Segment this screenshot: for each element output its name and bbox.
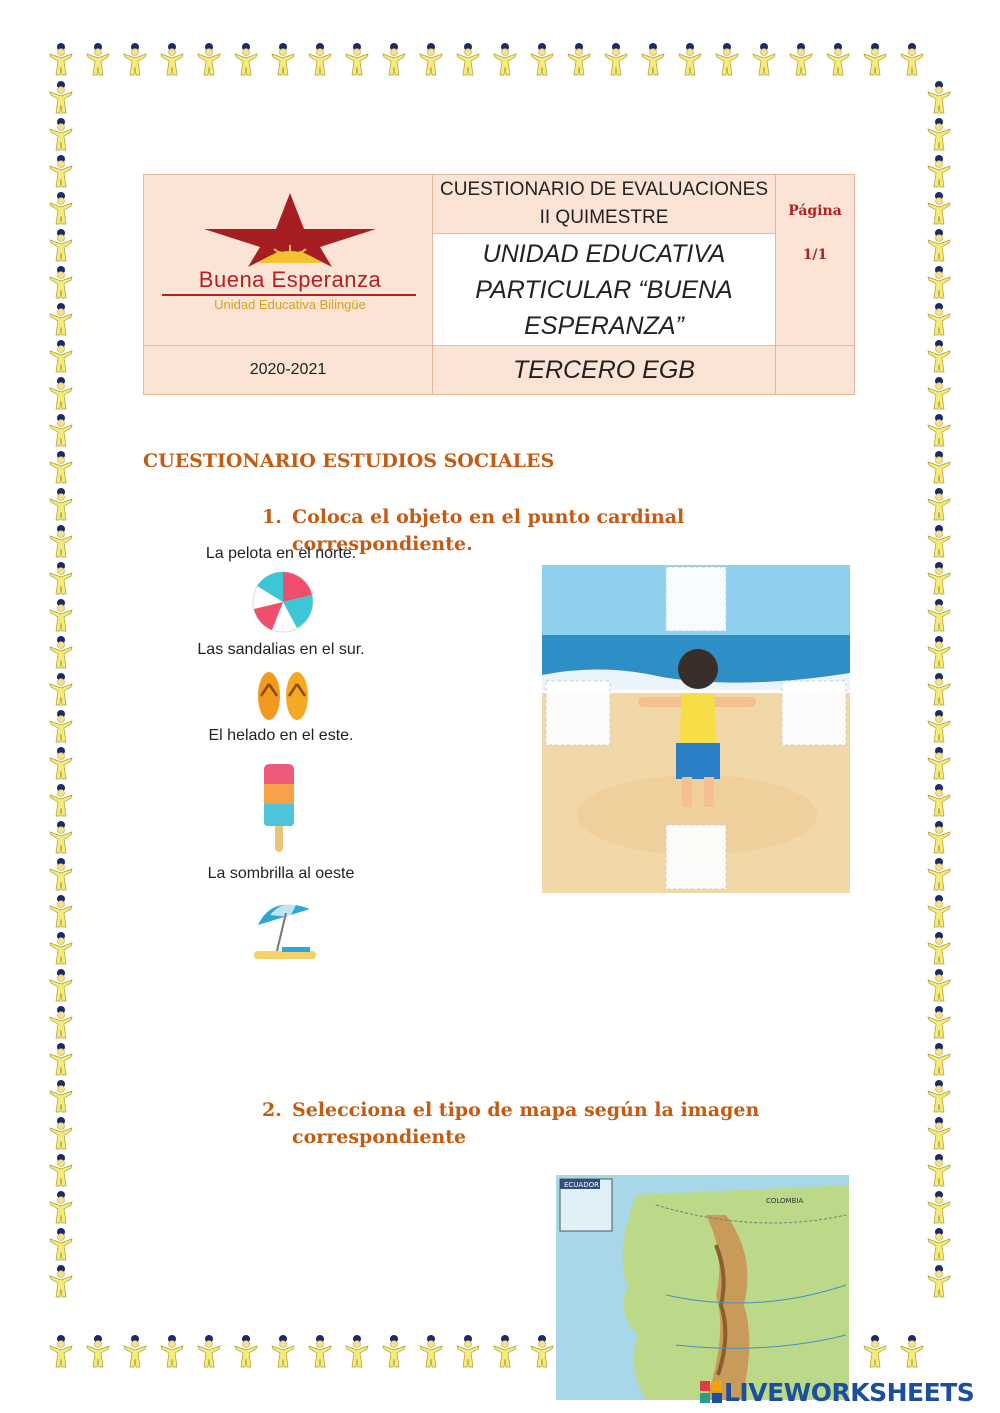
border-figure-icon (266, 1334, 300, 1370)
border-figure-icon (673, 42, 707, 78)
border-figure-icon (44, 487, 78, 523)
border-figure-icon (784, 42, 818, 78)
border-figure-icon (922, 709, 956, 745)
beach-scene-image (542, 565, 850, 893)
school-name-line3: ESPERANZA” (524, 311, 684, 340)
east-drop-zone[interactable] (782, 681, 846, 745)
border-figure-icon (44, 894, 78, 930)
border-figure-icon (710, 42, 744, 78)
border-figure-icon (922, 561, 956, 597)
question-2-heading (262, 1097, 842, 1151)
border-figure-icon (155, 42, 189, 78)
border-figure-icon (922, 302, 956, 338)
border-figure-icon (192, 42, 226, 78)
border-figure-icon (922, 376, 956, 412)
border-figure-icon (44, 931, 78, 967)
school-logo-name: Buena Esperanza (198, 267, 382, 292)
border-figure-icon (44, 117, 78, 153)
border-figure-icon (44, 1042, 78, 1078)
border-figure-icon (922, 968, 956, 1004)
question-2-line1: Selecciona el tipo de mapa según la imagen (292, 1099, 760, 1121)
border-figure-icon (81, 42, 115, 78)
border-figure-icon (81, 1334, 115, 1370)
school-name-line1: UNIDAD EDUCATIVA (482, 239, 726, 268)
border-figure-icon (44, 450, 78, 486)
border-figure-icon (44, 413, 78, 449)
border-figure-icon (922, 635, 956, 671)
border-figure-icon (562, 42, 596, 78)
border-figure-icon (229, 1334, 263, 1370)
border-figure-icon (44, 561, 78, 597)
border-figure-icon (451, 1334, 485, 1370)
border-figure-icon (922, 598, 956, 634)
logo-divider (162, 294, 416, 296)
worksheet-header-table (143, 174, 855, 395)
border-figure-icon (266, 42, 300, 78)
border-figure-icon (488, 1334, 522, 1370)
border-figure-icon (525, 42, 559, 78)
border-figure-icon (922, 265, 956, 301)
popsicle-icon[interactable] (262, 764, 296, 854)
liveworksheets-logo-icon (700, 1381, 722, 1403)
border-figure-icon (44, 1264, 78, 1300)
border-figure-icon (414, 42, 448, 78)
section-title: CUESTIONARIO ESTUDIOS SOCIALES (143, 450, 555, 472)
questionnaire-title-line2: II QUIMESTRE (539, 207, 669, 228)
border-figure-icon (192, 1334, 226, 1370)
west-drop-zone[interactable] (546, 681, 610, 745)
border-figure-icon (118, 42, 152, 78)
border-figure-icon (922, 228, 956, 264)
school-logo (144, 175, 433, 346)
border-figure-icon (922, 1264, 956, 1300)
border-figure-icon (922, 80, 956, 116)
border-figure-icon (922, 1116, 956, 1152)
flip-flops-icon[interactable] (256, 670, 310, 722)
border-figure-icon (377, 42, 411, 78)
border-figure-icon (821, 42, 855, 78)
border-figure-icon (44, 376, 78, 412)
border-figure-icon (922, 339, 956, 375)
border-figure-icon (922, 450, 956, 486)
border-figure-icon (44, 524, 78, 560)
border-figure-icon (340, 1334, 374, 1370)
border-figure-icon (858, 42, 892, 78)
question-2-line2: correspondiente (292, 1126, 467, 1148)
border-figure-icon (922, 672, 956, 708)
south-drop-zone[interactable] (666, 825, 726, 889)
item-label-popsicle: El helado en el este. (208, 727, 354, 744)
border-figure-icon (303, 1334, 337, 1370)
beach-ball-icon[interactable] (252, 571, 314, 633)
border-figure-icon (451, 42, 485, 78)
border-figure-icon (44, 783, 78, 819)
border-figure-icon (118, 1334, 152, 1370)
border-figure-icon (922, 413, 956, 449)
border-figure-icon (922, 1190, 956, 1226)
map-neighbor-label: COLOMBIA (766, 1197, 804, 1205)
liveworksheets-brand (700, 1378, 974, 1407)
border-figure-icon (922, 524, 956, 560)
border-figure-icon (44, 1079, 78, 1115)
border-figure-icon (44, 302, 78, 338)
empty-cell (776, 346, 855, 395)
border-figure-icon (377, 1334, 411, 1370)
border-figure-icon (747, 42, 781, 78)
border-figure-icon (44, 820, 78, 856)
border-figure-icon (155, 1334, 189, 1370)
border-figure-icon (922, 191, 956, 227)
question-1-line2: correspondiente. (292, 533, 473, 555)
border-figure-icon (922, 1153, 956, 1189)
border-figure-icon (44, 42, 78, 78)
liveworksheets-brand-text: LIVEWORKSHEETS (724, 1378, 975, 1407)
border-figure-icon (922, 1042, 956, 1078)
border-figure-icon (44, 857, 78, 893)
border-figure-icon (895, 1334, 929, 1370)
item-label-umbrella: La sombrilla al oeste (207, 865, 355, 882)
border-figure-icon (525, 1334, 559, 1370)
border-figure-icon (44, 265, 78, 301)
border-figure-icon (44, 1005, 78, 1041)
border-figure-icon (414, 1334, 448, 1370)
page-number: 1/1 (802, 247, 828, 263)
border-figure-icon (44, 598, 78, 634)
border-figure-icon (858, 1334, 892, 1370)
questionnaire-title-line1: CUESTIONARIO DE EVALUACIONES (440, 179, 768, 200)
page-indicator (776, 175, 855, 346)
border-figure-icon (44, 635, 78, 671)
border-figure-icon (44, 1153, 78, 1189)
border-figure-icon (44, 1190, 78, 1226)
school-name (433, 234, 776, 346)
school-logo-subtitle: Unidad Educativa Bilingüe (214, 297, 366, 312)
border-figure-icon (922, 154, 956, 190)
border-figure-icon (44, 228, 78, 264)
border-figure-icon (44, 746, 78, 782)
north-drop-zone[interactable] (666, 567, 726, 631)
border-figure-icon (922, 931, 956, 967)
border-figure-icon (922, 1079, 956, 1115)
border-figure-icon (599, 42, 633, 78)
physical-map-image (556, 1175, 849, 1400)
border-figure-icon (895, 42, 929, 78)
questionnaire-title (433, 175, 776, 234)
border-figure-icon (44, 80, 78, 116)
border-figure-icon (44, 1334, 78, 1370)
school-name-line2: PARTICULAR “BUENA (475, 275, 733, 304)
border-figure-icon (922, 117, 956, 153)
border-figure-icon (44, 1227, 78, 1263)
border-figure-icon (922, 820, 956, 856)
border-figure-icon (636, 42, 670, 78)
beach-umbrella-icon[interactable] (252, 895, 318, 961)
border-figure-icon (922, 857, 956, 893)
grade-level: TERCERO EGB (433, 346, 776, 395)
border-figure-icon (340, 42, 374, 78)
border-figure-icon (303, 42, 337, 78)
border-figure-icon (44, 672, 78, 708)
map-inset-label: ECUADOR (564, 1181, 599, 1189)
border-figure-icon (44, 1116, 78, 1152)
item-label-ball: La pelota en el norte. (205, 545, 357, 562)
school-logo-emblem-icon (200, 189, 380, 269)
border-figure-icon (44, 154, 78, 190)
border-figure-icon (922, 1227, 956, 1263)
border-figure-icon (44, 968, 78, 1004)
page-label: Página (788, 203, 842, 219)
question-1-number: 1. (262, 506, 282, 528)
border-figure-icon (229, 42, 263, 78)
school-year: 2020-2021 (144, 346, 433, 395)
border-figure-icon (922, 783, 956, 819)
item-label-sandals: Las sandalias en el sur. (197, 641, 365, 658)
question-2-number: 2. (262, 1099, 282, 1121)
border-figure-icon (44, 709, 78, 745)
question-1-line1: Coloca el objeto en el punto cardinal (292, 506, 685, 528)
border-figure-icon (44, 339, 78, 375)
border-figure-icon (922, 487, 956, 523)
border-figure-icon (922, 1005, 956, 1041)
border-figure-icon (44, 191, 78, 227)
border-figure-icon (488, 42, 522, 78)
border-figure-icon (922, 894, 956, 930)
border-figure-icon (922, 746, 956, 782)
